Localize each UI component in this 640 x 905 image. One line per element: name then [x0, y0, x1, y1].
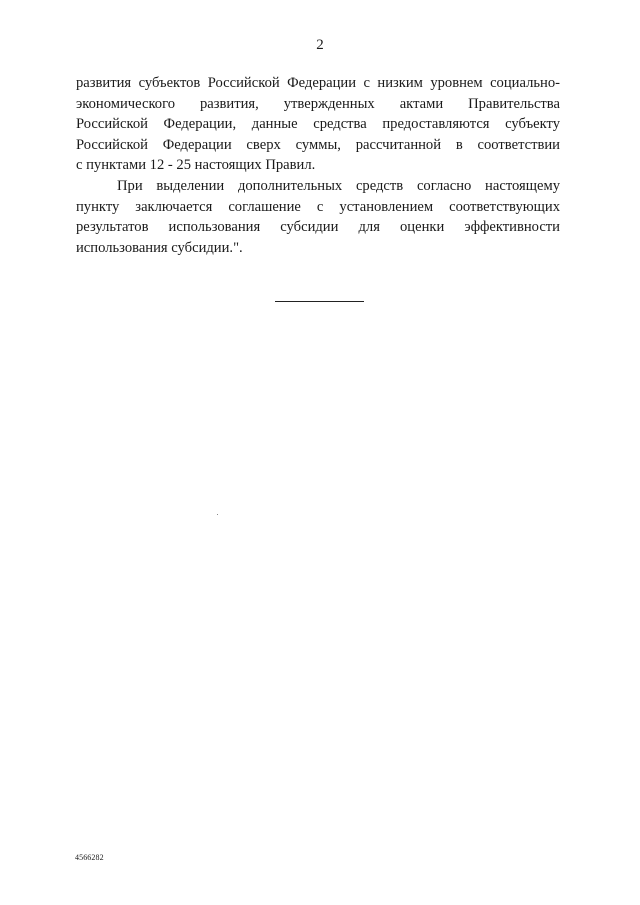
paragraph-continuation: [76, 73, 560, 176]
paragraph-line: экономического развития, утвержденных актами Правительства: [76, 95, 560, 112]
paragraph-additional-funds: [76, 176, 560, 258]
paragraph-line: При выделении дополнительных средств согласно настоящему: [117, 178, 560, 194]
end-separator-line: [275, 301, 364, 302]
paragraph-line: развития субъектов Российской Федерации с низким уровнем социально-: [76, 75, 560, 91]
paragraph-line: Российской Федерации, данные средства предоставляются субъекту: [76, 116, 560, 132]
scan-speck: [217, 514, 218, 515]
paragraph-line: пункту заключается соглашение с установлением соответствующих: [76, 198, 560, 215]
paragraph-line: использования субсидии.".: [76, 239, 243, 256]
paragraph-line: с пунктами 12 - 25 настоящих Правил.: [76, 157, 316, 173]
page-number: 2: [316, 37, 324, 53]
paragraph-line: Российской Федерации сверх суммы, рассчитанной в соответствии: [76, 136, 560, 153]
paragraph-line: результатов использования субсидии для оценки эффективности: [76, 219, 560, 235]
document-id: 4566282: [75, 853, 104, 862]
